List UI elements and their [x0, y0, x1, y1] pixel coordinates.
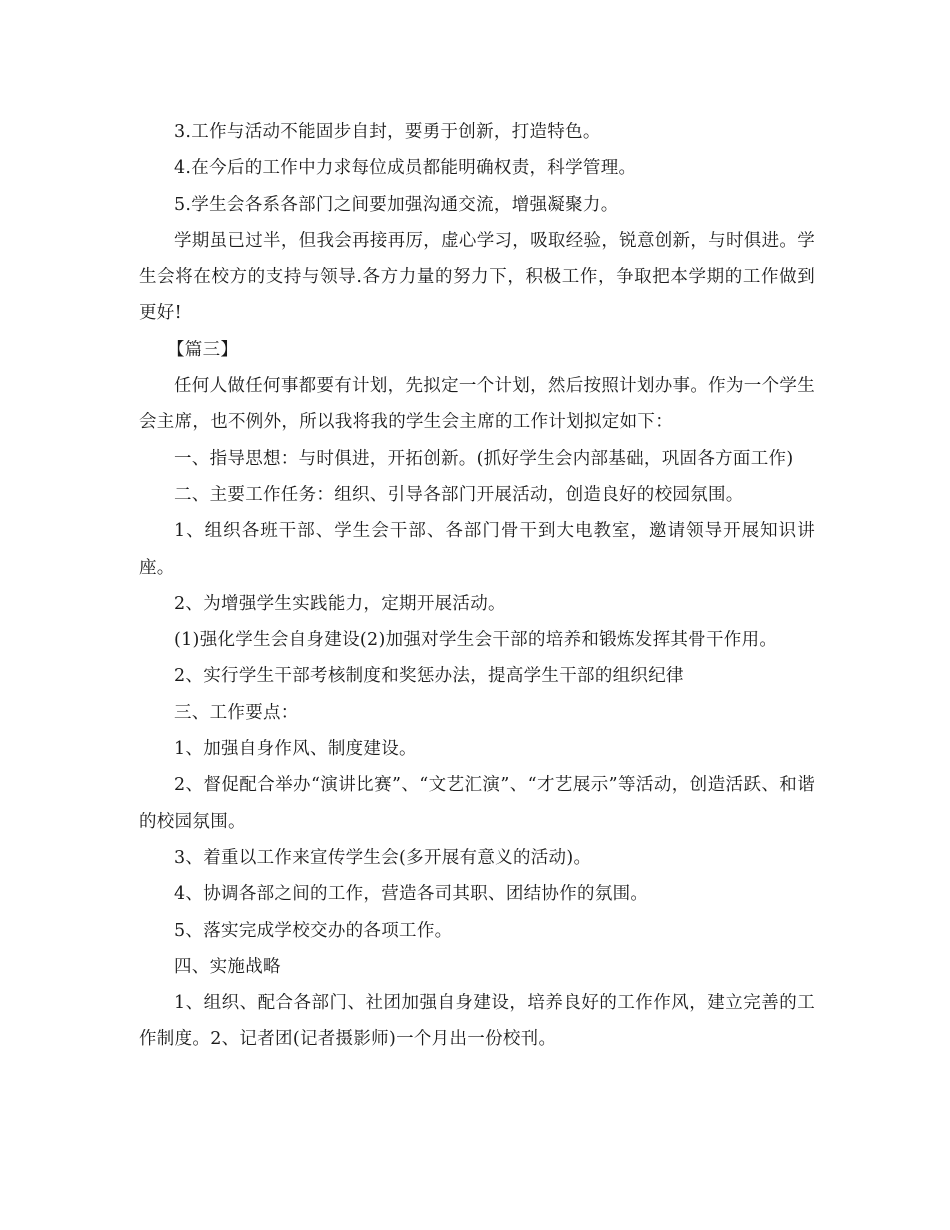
paragraph-11: (1)强化学生会自身建设(2)加强对学生会干部的培养和锻炼发挥其骨干作用。 [174, 630, 778, 651]
paragraph-16: 3、着重以工作来宣传学生会(多开展有意义的活动)。 [174, 847, 592, 868]
paragraph-9: 1、组织各班干部、学生会干部、各部门骨干到大电教室，邀请领导开展知识讲座。 [139, 521, 815, 578]
paragraph-19: 四、实施战略 [174, 956, 281, 977]
paragraph-2: 4.在今后的工作中力求每位成员都能明确权责，科学管理。 [174, 158, 637, 179]
section-heading-part3: 【篇三】 [167, 339, 239, 360]
paragraph-7: 一、指导思想：与时俱进，开拓创新。(抓好学生会内部基础，巩固各方面工作) [174, 448, 794, 469]
paragraph-8: 二、主要工作任务：组织、引导各部门开展活动，创造良好的校园氛围。 [174, 484, 744, 505]
paragraph-15: 2、督促配合举办“演讲比赛”、“文艺汇演”、“才艺展示”等活动，创造活跃、和谐的校园氛围。 [139, 775, 815, 832]
paragraph-13: 三、工作要点： [174, 702, 299, 723]
paragraph-1: 3.工作与活动不能固步自封，要勇于创新，打造特色。 [174, 122, 601, 142]
paragraph-12: 2、实行学生干部考核制度和奖惩办法，提高学生干部的组织纪律 [174, 666, 684, 687]
paragraph-14: 1、加强自身作风、制度建设。 [174, 739, 417, 760]
paragraph-4: 学期虽已过半，但我会再接再厉，虚心学习，吸取经验，锐意创新，与时俱进。学生会将在校方的支持与领导.各方力量的努力下，积极工作，争取把本学期的工作做到更好! [139, 230, 815, 324]
paragraph-17: 4、协调各部之间的工作，营造各司其职、团结协作的氛围。 [174, 884, 649, 905]
paragraph-10: 2、为增强学生实践能力，定期开展活动。 [174, 593, 506, 614]
paragraph-6: 任何人做任何事都要有计划，先拟定一个计划，然后按照计划办事。作为一个学生会主席，也不例外，所以我将我的学生会主席的工作计划拟定如下： [139, 376, 815, 433]
paragraph-20: 1、组织、配合各部门、社团加强自身建设，培养良好的工作作风，建立完善的工作制度。2、记者团(记者摄影师)一个月出一份校刊。 [139, 993, 815, 1050]
document-body [139, 114, 815, 1058]
paragraph-3: 5.学生会各系各部门之间要加强沟通交流，增强凝聚力。 [174, 194, 619, 215]
paragraph-18: 5、落实完成学校交办的各项工作。 [174, 920, 453, 941]
